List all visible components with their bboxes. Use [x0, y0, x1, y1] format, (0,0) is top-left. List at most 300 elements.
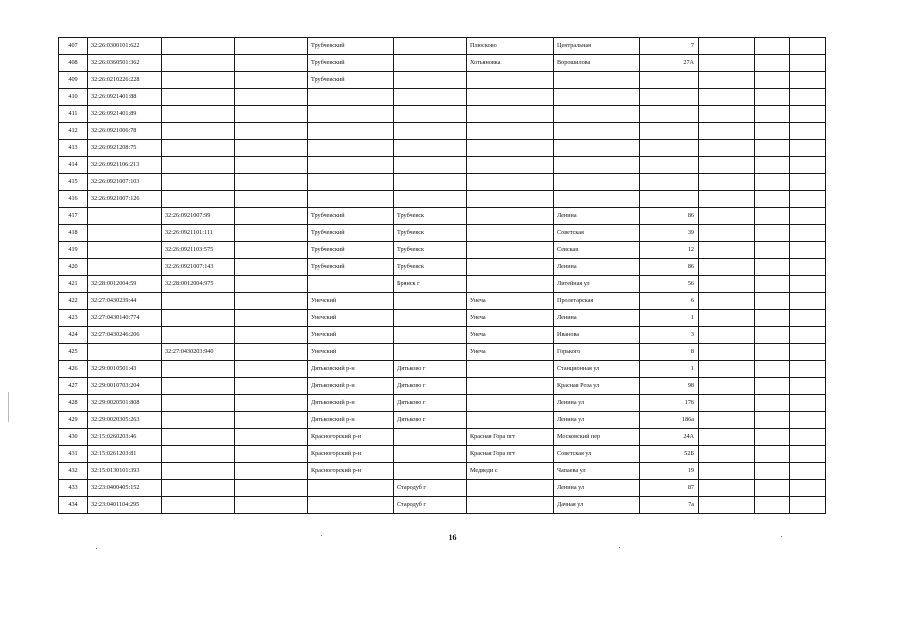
cadastral-number-3-cell: [235, 38, 308, 55]
cadastral-number-2-cell: [162, 293, 235, 310]
extra-col-3-cell: [790, 38, 826, 55]
cadastral-number-1-cell: 32:27:0430239:44: [88, 293, 162, 310]
cadastral-number-3-cell: [235, 310, 308, 327]
extra-col-2-cell: [755, 412, 790, 429]
street-cell: [554, 106, 640, 123]
page-number: 16: [448, 533, 457, 542]
district-cell: [308, 174, 394, 191]
extra-col-2-cell: [755, 38, 790, 55]
cadastral-number-2-cell: [162, 429, 235, 446]
cadastral-number-3-cell: [235, 293, 308, 310]
cadastral-number-3-cell: [235, 412, 308, 429]
city-cell: [394, 89, 467, 106]
street-cell: [554, 89, 640, 106]
extra-col-2-cell: [755, 361, 790, 378]
district-cell: [308, 191, 394, 208]
extra-col-1-cell: [699, 157, 755, 174]
extra-col-1-cell: [699, 259, 755, 276]
cadastral-number-1-cell: 32:23:0400405:152: [88, 480, 162, 497]
district-cell: [308, 106, 394, 123]
district-cell: Дятьковский р-н: [308, 378, 394, 395]
house-number-cell: 186а: [640, 412, 699, 429]
settlement-cell: [467, 225, 554, 242]
cadastral-number-3-cell: [235, 446, 308, 463]
cadastral-number-1-cell: 32:15:0261203:81: [88, 446, 162, 463]
cadastral-number-2-cell: [162, 191, 235, 208]
extra-col-2-cell: [755, 327, 790, 344]
cadastral-number-1-cell: 32:26:0921106:213: [88, 157, 162, 174]
cadastral-number-1-cell: 32:15:0260203:46: [88, 429, 162, 446]
extra-col-3-cell: [790, 225, 826, 242]
cadastral-number-1-cell: 32:26:0921208:75: [88, 140, 162, 157]
city-cell: [394, 174, 467, 191]
street-cell: Горького: [554, 344, 640, 361]
district-cell: Дятьковский р-н: [308, 412, 394, 429]
extra-col-3-cell: [790, 191, 826, 208]
extra-col-3-cell: [790, 344, 826, 361]
extra-col-2-cell: [755, 89, 790, 106]
settlement-cell: [467, 157, 554, 174]
house-number-cell: [640, 106, 699, 123]
cadastral-number-2-cell: [162, 480, 235, 497]
cadastral-number-3-cell: [235, 378, 308, 395]
row-number-cell: 408: [59, 55, 88, 72]
district-cell: Трубчевский: [308, 55, 394, 72]
cadastral-number-1-cell: 32:26:0921007:126: [88, 191, 162, 208]
district-cell: [308, 123, 394, 140]
district-cell: [308, 497, 394, 514]
table-row: [59, 276, 826, 293]
extra-col-2-cell: [755, 395, 790, 412]
cadastral-number-3-cell: [235, 174, 308, 191]
extra-col-3-cell: [790, 361, 826, 378]
table-row: [59, 429, 826, 446]
cadastral-number-2-cell: [162, 361, 235, 378]
extra-col-2-cell: [755, 140, 790, 157]
cadastral-number-2-cell: 32:26:0921007:99: [162, 208, 235, 225]
city-cell: Дятьково г: [394, 412, 467, 429]
settlement-cell: [467, 72, 554, 89]
extra-col-1-cell: [699, 55, 755, 72]
street-cell: Ленина ул: [554, 395, 640, 412]
extra-col-3-cell: [790, 242, 826, 259]
extra-col-1-cell: [699, 497, 755, 514]
city-cell: Дятьково г: [394, 361, 467, 378]
extra-col-1-cell: [699, 242, 755, 259]
registry-table: [58, 37, 826, 514]
table-row: [59, 106, 826, 123]
district-cell: Красногорский р-н: [308, 446, 394, 463]
district-cell: [308, 480, 394, 497]
house-number-cell: 1: [640, 310, 699, 327]
table-row: [59, 123, 826, 140]
house-number-cell: 86: [640, 208, 699, 225]
extra-col-2-cell: [755, 310, 790, 327]
cadastral-number-3-cell: [235, 327, 308, 344]
table-row: [59, 344, 826, 361]
extra-col-2-cell: [755, 259, 790, 276]
row-number-cell: 426: [59, 361, 88, 378]
row-number-cell: 409: [59, 72, 88, 89]
cadastral-number-2-cell: [162, 327, 235, 344]
district-cell: [308, 140, 394, 157]
extra-col-1-cell: [699, 72, 755, 89]
row-number-cell: 407: [59, 38, 88, 55]
extra-col-2-cell: [755, 497, 790, 514]
settlement-cell: [467, 140, 554, 157]
extra-col-2-cell: [755, 276, 790, 293]
cadastral-number-2-cell: [162, 89, 235, 106]
table-row: [59, 378, 826, 395]
extra-col-1-cell: [699, 480, 755, 497]
cadastral-number-2-cell: [162, 378, 235, 395]
cadastral-number-3-cell: [235, 276, 308, 293]
extra-col-1-cell: [699, 395, 755, 412]
row-number-cell: 415: [59, 174, 88, 191]
cadastral-number-2-cell: [162, 395, 235, 412]
house-number-cell: 87: [640, 480, 699, 497]
extra-col-3-cell: [790, 89, 826, 106]
extra-col-2-cell: [755, 344, 790, 361]
extra-col-3-cell: [790, 310, 826, 327]
cadastral-number-2-cell: 32:27:0430203:940: [162, 344, 235, 361]
district-cell: Красногорский р-н: [308, 429, 394, 446]
district-cell: Унечский: [308, 293, 394, 310]
district-cell: Трубчевский: [308, 38, 394, 55]
street-cell: [554, 140, 640, 157]
district-cell: Унечский: [308, 310, 394, 327]
extra-col-2-cell: [755, 463, 790, 480]
scan-speck: [321, 535, 322, 536]
cadastral-number-1-cell: 32:26:0921401:89: [88, 106, 162, 123]
extra-col-3-cell: [790, 106, 826, 123]
row-number-cell: 419: [59, 242, 88, 259]
cadastral-number-1-cell: 32:15:0130101:393: [88, 463, 162, 480]
cadastral-number-1-cell: 32:26:0360501:362: [88, 55, 162, 72]
city-cell: [394, 310, 467, 327]
city-cell: [394, 446, 467, 463]
table-row: [59, 463, 826, 480]
extra-col-1-cell: [699, 293, 755, 310]
street-cell: [554, 123, 640, 140]
extra-col-1-cell: [699, 463, 755, 480]
district-cell: Трубчевский: [308, 208, 394, 225]
cadastral-number-2-cell: [162, 463, 235, 480]
row-number-cell: 411: [59, 106, 88, 123]
street-cell: Иванова: [554, 327, 640, 344]
extra-col-1-cell: [699, 191, 755, 208]
row-number-cell: 423: [59, 310, 88, 327]
cadastral-number-1-cell: [88, 259, 162, 276]
extra-col-3-cell: [790, 412, 826, 429]
settlement-cell: [467, 361, 554, 378]
row-number-cell: 430: [59, 429, 88, 446]
extra-col-1-cell: [699, 140, 755, 157]
table-row: [59, 38, 826, 55]
district-cell: [308, 157, 394, 174]
house-number-cell: [640, 157, 699, 174]
house-number-cell: 56: [640, 276, 699, 293]
city-cell: [394, 38, 467, 55]
settlement-cell: [467, 480, 554, 497]
settlement-cell: Унеча: [467, 310, 554, 327]
row-number-cell: 413: [59, 140, 88, 157]
extra-col-3-cell: [790, 480, 826, 497]
extra-col-3-cell: [790, 378, 826, 395]
table-row: [59, 412, 826, 429]
house-number-cell: [640, 123, 699, 140]
cadastral-number-3-cell: [235, 157, 308, 174]
extra-col-3-cell: [790, 208, 826, 225]
row-number-cell: 417: [59, 208, 88, 225]
cadastral-number-2-cell: [162, 55, 235, 72]
settlement-cell: Унеча: [467, 344, 554, 361]
cadastral-number-3-cell: [235, 225, 308, 242]
city-cell: [394, 344, 467, 361]
extra-col-3-cell: [790, 123, 826, 140]
row-number-cell: 433: [59, 480, 88, 497]
table-row: [59, 497, 826, 514]
table-row: [59, 157, 826, 174]
street-cell: Севская: [554, 242, 640, 259]
cadastral-number-3-cell: [235, 208, 308, 225]
extra-col-1-cell: [699, 327, 755, 344]
cadastral-number-3-cell: [235, 344, 308, 361]
cadastral-number-3-cell: [235, 259, 308, 276]
settlement-cell: [467, 412, 554, 429]
cadastral-number-2-cell: [162, 174, 235, 191]
settlement-cell: Унеча: [467, 327, 554, 344]
settlement-cell: Красная Гора пгт: [467, 446, 554, 463]
city-cell: [394, 327, 467, 344]
extra-col-1-cell: [699, 174, 755, 191]
settlement-cell: [467, 395, 554, 412]
row-number-cell: 414: [59, 157, 88, 174]
city-cell: Стародуб г: [394, 497, 467, 514]
street-cell: Станционная ул: [554, 361, 640, 378]
cadastral-number-2-cell: [162, 310, 235, 327]
extra-col-1-cell: [699, 89, 755, 106]
street-cell: Советская: [554, 225, 640, 242]
extra-col-2-cell: [755, 106, 790, 123]
row-number-cell: 420: [59, 259, 88, 276]
extra-col-3-cell: [790, 395, 826, 412]
extra-col-2-cell: [755, 191, 790, 208]
city-cell: [394, 140, 467, 157]
street-cell: [554, 72, 640, 89]
extra-col-3-cell: [790, 157, 826, 174]
extra-col-1-cell: [699, 344, 755, 361]
street-cell: [554, 174, 640, 191]
cadastral-number-3-cell: [235, 72, 308, 89]
row-number-cell: 434: [59, 497, 88, 514]
cadastral-number-2-cell: [162, 140, 235, 157]
table-row: [59, 361, 826, 378]
table-row: [59, 55, 826, 72]
extra-col-1-cell: [699, 208, 755, 225]
cadastral-number-3-cell: [235, 89, 308, 106]
table-row: [59, 327, 826, 344]
house-number-cell: 7: [640, 38, 699, 55]
street-cell: Советская ул: [554, 446, 640, 463]
settlement-cell: [467, 242, 554, 259]
row-number-cell: 422: [59, 293, 88, 310]
cadastral-number-1-cell: 32:26:0210226:228: [88, 72, 162, 89]
city-cell: [394, 72, 467, 89]
district-cell: Трубчевский: [308, 225, 394, 242]
extra-col-2-cell: [755, 225, 790, 242]
extra-col-2-cell: [755, 446, 790, 463]
cadastral-number-2-cell: [162, 38, 235, 55]
extra-col-1-cell: [699, 361, 755, 378]
house-number-cell: 39: [640, 225, 699, 242]
row-number-cell: 412: [59, 123, 88, 140]
cadastral-number-2-cell: 32:26:0921007:143: [162, 259, 235, 276]
settlement-cell: [467, 106, 554, 123]
cadastral-number-1-cell: 32:28:0012004:59: [88, 276, 162, 293]
settlement-cell: Хотьяновка: [467, 55, 554, 72]
extra-col-1-cell: [699, 38, 755, 55]
row-number-cell: 427: [59, 378, 88, 395]
cadastral-number-1-cell: [88, 344, 162, 361]
settlement-cell: Унеча: [467, 293, 554, 310]
extra-col-2-cell: [755, 293, 790, 310]
cadastral-number-3-cell: [235, 140, 308, 157]
cadastral-number-1-cell: 32:23:0401104:295: [88, 497, 162, 514]
city-cell: [394, 429, 467, 446]
city-cell: Дятьково г: [394, 378, 467, 395]
house-number-cell: 12: [640, 242, 699, 259]
house-number-cell: 19: [640, 463, 699, 480]
cadastral-number-1-cell: 32:27:0430246:206: [88, 327, 162, 344]
extra-col-1-cell: [699, 412, 755, 429]
extra-col-2-cell: [755, 208, 790, 225]
cadastral-number-1-cell: 32:27:0430140:774: [88, 310, 162, 327]
cadastral-number-3-cell: [235, 395, 308, 412]
extra-col-1-cell: [699, 310, 755, 327]
settlement-cell: Красная Гора пгт: [467, 429, 554, 446]
street-cell: Московский пер: [554, 429, 640, 446]
scan-speck: [781, 536, 782, 537]
cadastral-number-3-cell: [235, 123, 308, 140]
extra-col-1-cell: [699, 225, 755, 242]
row-number-cell: 418: [59, 225, 88, 242]
cadastral-number-3-cell: [235, 463, 308, 480]
cadastral-number-1-cell: 32:26:0921006:78: [88, 123, 162, 140]
settlement-cell: [467, 497, 554, 514]
street-cell: Ленина: [554, 208, 640, 225]
extra-col-1-cell: [699, 446, 755, 463]
cadastral-number-3-cell: [235, 361, 308, 378]
street-cell: Ворошилова: [554, 55, 640, 72]
house-number-cell: 98: [640, 378, 699, 395]
house-number-cell: 1: [640, 361, 699, 378]
district-cell: Трубчевский: [308, 259, 394, 276]
row-number-cell: 416: [59, 191, 88, 208]
street-cell: Дачная ул: [554, 497, 640, 514]
cadastral-number-1-cell: 32:29:0010703:204: [88, 378, 162, 395]
table-row: [59, 293, 826, 310]
house-number-cell: [640, 174, 699, 191]
cadastral-number-1-cell: [88, 208, 162, 225]
extra-col-1-cell: [699, 378, 755, 395]
cadastral-number-3-cell: [235, 106, 308, 123]
cadastral-number-3-cell: [235, 480, 308, 497]
settlement-cell: [467, 191, 554, 208]
street-cell: Ленина: [554, 310, 640, 327]
extra-col-2-cell: [755, 72, 790, 89]
cadastral-number-3-cell: [235, 242, 308, 259]
extra-col-2-cell: [755, 55, 790, 72]
extra-col-3-cell: [790, 293, 826, 310]
district-cell: Дятьковский р-н: [308, 395, 394, 412]
extra-col-2-cell: [755, 480, 790, 497]
extra-col-3-cell: [790, 463, 826, 480]
table-row: [59, 446, 826, 463]
row-number-cell: 425: [59, 344, 88, 361]
cadastral-number-3-cell: [235, 497, 308, 514]
settlement-cell: [467, 276, 554, 293]
scan-mark: [8, 392, 9, 422]
cadastral-number-1-cell: 32:26:0300101:622: [88, 38, 162, 55]
table-row: [59, 72, 826, 89]
cadastral-number-2-cell: 32:26:0921101:111: [162, 225, 235, 242]
table-row: [59, 480, 826, 497]
extra-col-3-cell: [790, 429, 826, 446]
cadastral-number-1-cell: [88, 225, 162, 242]
street-cell: Литейная ул: [554, 276, 640, 293]
cadastral-number-1-cell: 32:29:0010501:43: [88, 361, 162, 378]
city-cell: [394, 191, 467, 208]
district-cell: Унечский: [308, 327, 394, 344]
extra-col-3-cell: [790, 327, 826, 344]
city-cell: Трубчевск: [394, 208, 467, 225]
cadastral-number-2-cell: 32:28:0012004:975: [162, 276, 235, 293]
extra-col-3-cell: [790, 276, 826, 293]
settlement-cell: [467, 208, 554, 225]
extra-col-2-cell: [755, 123, 790, 140]
row-number-cell: 424: [59, 327, 88, 344]
street-cell: [554, 157, 640, 174]
cadastral-number-1-cell: 32:26:0921401:88: [88, 89, 162, 106]
extra-col-3-cell: [790, 174, 826, 191]
table-row: [59, 310, 826, 327]
table-row: [59, 259, 826, 276]
cadastral-number-2-cell: [162, 412, 235, 429]
city-cell: Трубчевск: [394, 242, 467, 259]
cadastral-number-2-cell: [162, 72, 235, 89]
row-number-cell: 429: [59, 412, 88, 429]
table-row: [59, 191, 826, 208]
extra-col-2-cell: [755, 378, 790, 395]
house-number-cell: 8: [640, 344, 699, 361]
row-number-cell: 410: [59, 89, 88, 106]
cadastral-number-1-cell: [88, 242, 162, 259]
house-number-cell: 3: [640, 327, 699, 344]
city-cell: [394, 106, 467, 123]
house-number-cell: [640, 140, 699, 157]
cadastral-number-2-cell: [162, 497, 235, 514]
city-cell: Трубчевск: [394, 259, 467, 276]
city-cell: [394, 157, 467, 174]
house-number-cell: 24А: [640, 429, 699, 446]
district-cell: Трубчевский: [308, 242, 394, 259]
cadastral-number-3-cell: [235, 429, 308, 446]
district-cell: Трубчевский: [308, 72, 394, 89]
extra-col-3-cell: [790, 446, 826, 463]
scan-speck: [619, 547, 620, 548]
table-row: [59, 395, 826, 412]
